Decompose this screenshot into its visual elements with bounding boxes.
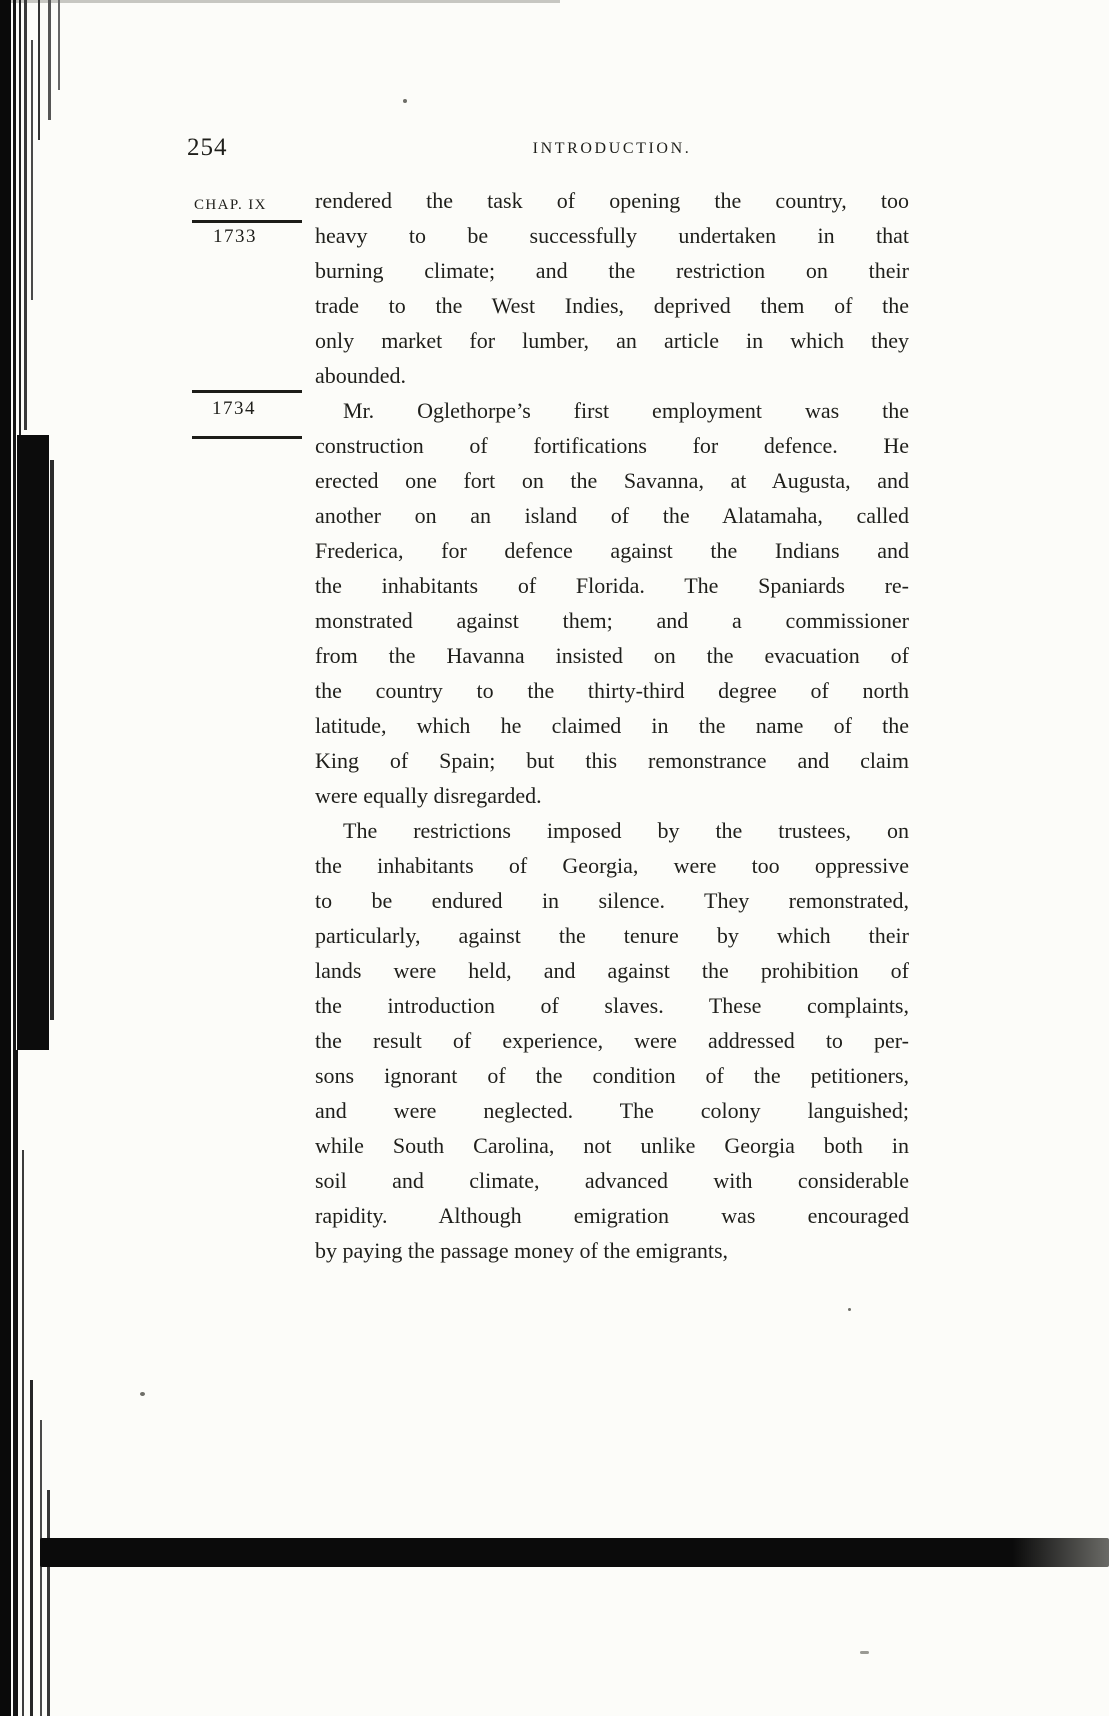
page-number: 254 bbox=[187, 134, 228, 161]
text-line: to be endured in silence. They remonstrated, bbox=[315, 888, 909, 913]
binding-artifact bbox=[0, 0, 11, 1716]
text-line: King of Spain; but this remonstrance and claim bbox=[315, 748, 909, 773]
text-line: erected one fort on the Savanna, at Augusta, and bbox=[315, 468, 909, 493]
text-line: from the Havanna insisted on the evacuation of bbox=[315, 643, 909, 668]
scan-speck bbox=[848, 1308, 851, 1311]
binding-artifact bbox=[30, 1380, 33, 1716]
scan-speck bbox=[140, 1392, 145, 1396]
text-line: soil and climate, advanced with considerable bbox=[315, 1168, 909, 1193]
text-line: latitude, which he claimed in the name of the bbox=[315, 713, 909, 738]
binding-artifact bbox=[50, 460, 54, 1020]
text-line: another on an island of the Alatamaha, called bbox=[315, 503, 909, 528]
text-line: Frederica, for defence against the Indians and bbox=[315, 538, 909, 563]
scan-speck bbox=[403, 99, 407, 103]
paragraph bbox=[315, 183, 909, 393]
text-line: burning climate; and the restriction on their bbox=[315, 258, 909, 283]
text-line: heavy to be successfully undertaken in that bbox=[315, 223, 909, 248]
scan-bottom-bar bbox=[40, 1538, 1109, 1567]
binding-artifact bbox=[24, 0, 27, 430]
margin-rule bbox=[192, 436, 302, 439]
text-line: monstrated against them; and a commissioner bbox=[315, 608, 909, 633]
text-line: rapidity. Although emigration was encouraged bbox=[315, 1203, 909, 1228]
scan-speck bbox=[860, 1651, 869, 1654]
margin-year-1733: 1733 bbox=[213, 226, 257, 247]
text-line: The restrictions imposed by the trustees, on bbox=[343, 818, 909, 843]
margin-year-1734: 1734 bbox=[212, 398, 256, 419]
text-line: trade to the West Indies, deprived them of the bbox=[315, 293, 909, 318]
text-line: while South Carolina, not unlike Georgia both in bbox=[315, 1133, 909, 1158]
text-line: the introduction of slaves. These complaints, bbox=[315, 993, 909, 1018]
text-line: by paying the passage money of the emigrants, bbox=[315, 1238, 729, 1263]
margin-rule bbox=[192, 220, 302, 223]
text-line: only market for lumber, an article in which they bbox=[315, 328, 909, 353]
text-line: rendered the task of opening the country, too bbox=[315, 188, 909, 213]
binding-artifact bbox=[40, 1420, 42, 1716]
binding-artifact bbox=[17, 435, 49, 1050]
text-line: lands were held, and against the prohibition of bbox=[315, 958, 909, 983]
running-header: INTRODUCTION. bbox=[532, 140, 692, 157]
text-line: the result of experience, were addressed to per- bbox=[315, 1028, 909, 1053]
binding-artifact bbox=[48, 0, 51, 120]
paragraph bbox=[315, 393, 909, 813]
text-line: were equally disregarded. bbox=[315, 783, 542, 808]
scan-edge-shadow bbox=[0, 0, 560, 3]
text-line: the inhabitants of Georgia, were too oppressive bbox=[315, 853, 909, 878]
text-line: abounded. bbox=[315, 363, 407, 388]
text-line: construction of fortifications for defence. He bbox=[315, 433, 909, 458]
paragraph bbox=[315, 813, 909, 1268]
text-line: the inhabitants of Florida. The Spaniards re- bbox=[315, 573, 909, 598]
binding-artifact bbox=[58, 0, 60, 90]
binding-artifact bbox=[47, 1490, 50, 1716]
body-text-column bbox=[315, 183, 909, 1268]
binding-artifact bbox=[38, 0, 40, 140]
binding-artifact bbox=[22, 1150, 24, 1716]
text-line: Mr. Oglethorpe’s first employment was the bbox=[343, 398, 909, 423]
text-line: the country to the thirty-third degree of north bbox=[315, 678, 909, 703]
text-line: particularly, against the tenure by which their bbox=[315, 923, 909, 948]
margin-chapter-label: CHAP. IX bbox=[194, 197, 267, 213]
text-line: sons ignorant of the condition of the petitioners, bbox=[315, 1063, 909, 1088]
binding-artifact bbox=[31, 40, 33, 300]
text-line: and were neglected. The colony languished; bbox=[315, 1098, 909, 1123]
binding-artifact bbox=[15, 1050, 18, 1716]
margin-rule bbox=[192, 390, 302, 393]
